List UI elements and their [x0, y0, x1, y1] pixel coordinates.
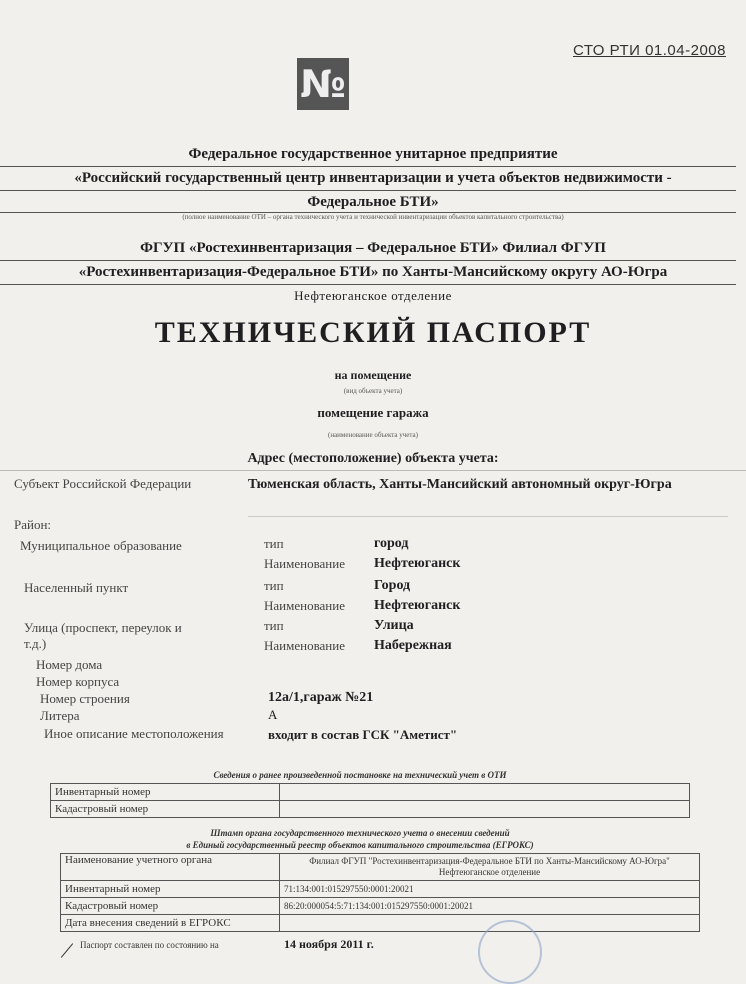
street-type-label: тип	[264, 618, 284, 633]
egroks-cadastral-label: Кадастровый номер	[61, 898, 280, 915]
prior-cadastral-value	[280, 801, 690, 818]
egroks-cadastral-value: 86:20:000054:5:71:134:001:015297550:0001:20021	[280, 898, 700, 915]
compiled-label: Паспорт составлен по состоянию на	[80, 940, 219, 950]
house-label: Номер дома	[36, 657, 103, 672]
divider	[248, 516, 728, 517]
egroks-inventory-value: 71:134:001:015297550:0001:20021	[280, 881, 700, 898]
prior-table	[50, 783, 690, 818]
egroks-org-label: Наименование учетного органа	[61, 854, 280, 881]
divider	[0, 260, 736, 261]
district-label: Район:	[14, 517, 52, 532]
prior-inventory-label: Инвентарный номер	[51, 784, 280, 801]
compiled-date: 14 ноября 2011 г.	[284, 937, 374, 951]
org-line-1: Федеральное государственное унитарное предприятие	[188, 146, 558, 162]
divider	[0, 190, 736, 191]
egroks-heading-2: в Единый государственный реестр объектов капитального строительства (ЕГРОКС)	[186, 840, 534, 850]
table-row	[61, 881, 700, 898]
org-note: (полное наименование ОТИ – органа технического учета и технической инвентаризации объектов капитального строительства)	[182, 213, 564, 221]
structure-label: Номер строения	[40, 691, 130, 706]
object-kind-note: (вид объекта учета)	[343, 387, 403, 395]
object-kind: на помещение	[334, 368, 412, 382]
object-name: помещение гаража	[317, 405, 429, 420]
org-line-2: «Российский государственный центр инвентаризации и учета объектов недвижимости -	[74, 170, 672, 186]
settlement-name-value: Нефтеюганск	[374, 598, 461, 613]
table-row	[61, 898, 700, 915]
street-name-label: Наименование	[264, 638, 345, 653]
letter-value: А	[268, 707, 278, 722]
branch-line-1: ФГУП «Ростехинвентаризация – Федеральное БТИ» Филиал ФГУП	[140, 240, 606, 256]
prior-inventory-value	[280, 784, 690, 801]
numero-logo-icon: №	[297, 58, 349, 110]
municipal-type-value: город	[374, 536, 409, 551]
street-label: Улица (проспект, переулок и т.д.)	[24, 620, 182, 651]
branch-line-2: «Ростехинвентаризация-Федеральное БТИ» по Ханты-Мансийскому округу АО-Югра	[78, 264, 668, 280]
municipal-type-label: тип	[264, 536, 284, 551]
egroks-table	[60, 853, 700, 932]
table-row	[51, 801, 690, 818]
department: Нефтеюганское отделение	[294, 288, 452, 303]
street-type-value: Улица	[374, 618, 414, 633]
stamp-seal-icon	[478, 920, 542, 984]
municipal-name-label: Наименование	[264, 556, 345, 571]
settlement-type-value: Город	[374, 578, 411, 593]
settlement-name-label: Наименование	[264, 598, 345, 613]
table-row	[51, 784, 690, 801]
divider	[0, 284, 736, 285]
other-value: входит в состав ГСК "Аметист"	[268, 727, 458, 742]
divider	[0, 470, 746, 471]
other-label: Иное описание местоположения	[44, 726, 224, 741]
table-row	[61, 854, 700, 881]
divider	[0, 166, 736, 167]
settlement-label: Населенный пункт	[24, 580, 129, 595]
prior-cadastral-label: Кадастровый номер	[51, 801, 280, 818]
municipal-label: Муниципальное образование	[20, 538, 182, 553]
municipal-name-value: Нефтеюганск	[374, 556, 461, 571]
egroks-date-label: Дата внесения сведений в ЕГРОКС	[61, 915, 280, 932]
standard-code: СТО РТИ 01.04-2008	[572, 42, 726, 59]
settlement-type-label: тип	[264, 578, 284, 593]
table-row	[61, 915, 700, 932]
prior-heading: Сведения о ранее произведенной постановке на технический учет в ОТИ	[213, 770, 507, 780]
egroks-heading-1: Штамп органа государственного технического учета о внесении сведений	[210, 828, 510, 838]
letter-label: Литера	[40, 708, 80, 723]
document-title: ТЕХНИЧЕСКИЙ ПАСПОРТ	[154, 316, 592, 349]
object-name-note: (наименование объекта учета)	[327, 431, 418, 439]
subject-value: Тюменская область, Ханты-Мансийский автономный округ-Югра	[248, 477, 672, 492]
egroks-org-value: Филиал ФГУП "Ростехинвентаризация-Федеральное БТИ по Ханты-Мансийскому АО-Югра" Нефтеюганское отделение	[280, 854, 700, 881]
org-line-3: Федеральное БТИ»	[307, 194, 439, 210]
address-heading: Адрес (местоположение) объекта учета:	[247, 451, 499, 466]
structure-value: 12а/1,гараж №21	[268, 690, 374, 705]
building-label: Номер корпуса	[36, 674, 120, 689]
street-name-value: Набережная	[374, 638, 452, 653]
subject-label: Субъект Российской Федерации	[14, 476, 192, 491]
egroks-inventory-label: Инвентарный номер	[61, 881, 280, 898]
signature-stroke	[61, 943, 73, 957]
